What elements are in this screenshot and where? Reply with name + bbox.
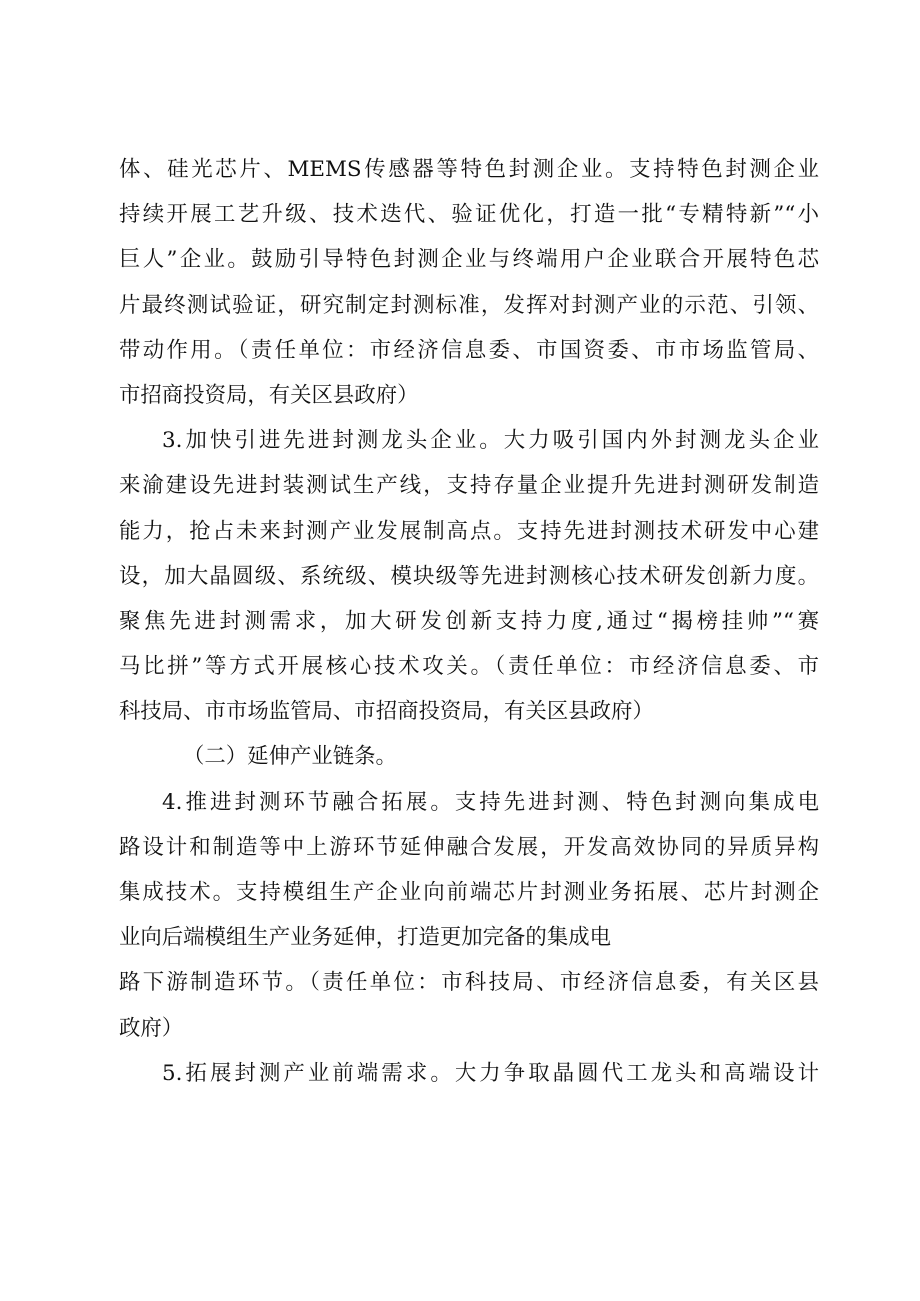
text-line: 集成技术。支持模组生产企业向前端芯片封测业务拓展、芯片封测企 bbox=[119, 880, 819, 905]
text-line: 持续开展工艺升级、技术迭代、验证优化，打造一批“专精特新”“小 bbox=[119, 202, 819, 228]
document-body bbox=[119, 147, 819, 1096]
text-line: 体、硅光芯片、MEMS传感器等特色封测企业。支持特色封测企业 bbox=[119, 157, 819, 182]
text-line: 路设计和制造等中上游环节延伸融合发展，开发高效协同的异质异构 bbox=[119, 834, 819, 860]
text-line: 3.加快引进先进封测龙头企业。大力吸引国内外封测龙头企业 bbox=[162, 428, 819, 454]
text-line: 聚焦先进封测需求，加大研发创新支持力度,通过“揭榜挂帅”“赛 bbox=[119, 608, 819, 634]
text-line: 巨人”企业。鼓励引导特色封测企业与终端用户企业联合开展特色芯 bbox=[119, 247, 819, 273]
text-line: 马比拼”等方式开展核心技术攻关。（责任单位：市经济信息委、市 bbox=[119, 654, 819, 680]
text-line: 设，加大晶圆级、系统级、模块级等先进封测核心技术研发创新力度。 bbox=[119, 563, 819, 589]
text-line: 4.推进封测环节融合拓展。支持先进封测、特色封测向集成电 bbox=[162, 789, 819, 815]
text-line: 带动作用。（责任单位：市经济信息委、市国资委、市市场监管局、 bbox=[119, 337, 819, 363]
text-line: 路下游制造环节。（责任单位：市科技局、市经济信息委，有关区县 bbox=[119, 970, 819, 996]
text-line: 政府） bbox=[119, 1015, 184, 1041]
text-line: 5.拓展封测产业前端需求。大力争取晶圆代工龙头和高端设计 bbox=[162, 1060, 819, 1086]
text-line: 片最终测试验证，研究制定封测标准，发挥对封测产业的示范、引领、 bbox=[119, 292, 819, 318]
text-line: 市招商投资局，有关区县政府） bbox=[119, 382, 419, 408]
text-line: 来渝建设先进封装测试生产线，支持存量企业提升先进封测研发制造 bbox=[119, 473, 819, 499]
text-line: （二）延伸产业链条。 bbox=[183, 744, 397, 770]
text-line: 科技局、市市场监管局、市招商投资局，有关区县政府） bbox=[119, 699, 654, 725]
text-line: 能力，抢占未来封测产业发展制高点。支持先进封测技术研发中心建 bbox=[119, 518, 819, 544]
text-line: 业向后端模组生产业务延伸，打造更加完备的集成电 bbox=[119, 925, 611, 951]
